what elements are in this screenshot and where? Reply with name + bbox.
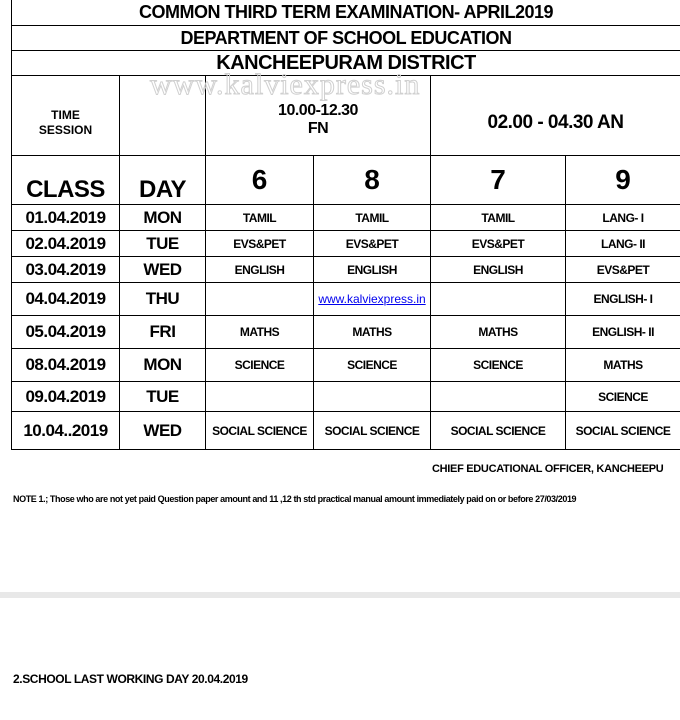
an-session-cell [431, 76, 680, 156]
subject-cell: TAMIL [206, 205, 314, 231]
an-time: 02.00 - 04.30 AN [487, 111, 624, 133]
table-row [12, 283, 680, 316]
subject-cell: ENGLISH [314, 257, 431, 283]
table-row [12, 316, 680, 349]
date-cell: 08.04.2019 [12, 349, 120, 382]
day-cell: TUE [120, 231, 206, 257]
table-row [12, 349, 680, 382]
date-cell: 02.04.2019 [12, 231, 120, 257]
subject-cell: TAMIL [314, 205, 431, 231]
date-cell: 03.04.2019 [12, 257, 120, 283]
exam-timetable [11, 75, 680, 450]
fn-time: 10.00-12.30 [278, 102, 358, 119]
table-row [12, 382, 680, 412]
subject-cell [314, 382, 431, 412]
day-cell: MON [120, 349, 206, 382]
day-cell: TUE [120, 382, 206, 412]
subject-cell: TAMIL [431, 205, 566, 231]
subject-cell: SCIENCE [566, 382, 680, 412]
exam-title: COMMON THIRD TERM EXAMINATION- APRIL2019 [11, 0, 680, 25]
subject-cell: SOCIAL SCIENCE [314, 412, 431, 450]
note-1: NOTE 1.; Those who are not yet paid Question paper amount and 11 ,12 th std practical manual amount immediately paid on or before 27/03/2019 [13, 494, 577, 504]
class-header: CLASS [12, 156, 120, 205]
table-row [12, 205, 680, 231]
note-2: 2.SCHOOL LAST WORKING DAY 20.04.2019 [13, 672, 248, 686]
website-link[interactable]: www.kalviexpress.in [318, 292, 426, 306]
subject-cell: MATHS [314, 316, 431, 349]
day-cell: WED [120, 412, 206, 450]
day-cell: FRI [120, 316, 206, 349]
subject-cell: SOCIAL SCIENCE [431, 412, 566, 450]
subject-cell [314, 283, 431, 316]
subject-cell: SOCIAL SCIENCE [566, 412, 680, 450]
std-6-header: 6 [206, 156, 314, 205]
day-header: DAY [120, 156, 206, 205]
std-8-header: 8 [314, 156, 431, 205]
subject-cell: LANG- II [566, 231, 680, 257]
date-cell: 01.04.2019 [12, 205, 120, 231]
subject-cell: SCIENCE [431, 349, 566, 382]
subject-cell: ENGLISH- II [566, 316, 680, 349]
ceo-signature-line: CHIEF EDUCATIONAL OFFICER, KANCHEEPU [432, 463, 664, 475]
time-session-label: TIME SESSION [12, 76, 120, 156]
watermark-text: www.kalviexpress.in [150, 68, 421, 101]
subject-cell [206, 283, 314, 316]
subject-cell: ENGLISH [206, 257, 314, 283]
date-cell: 09.04.2019 [12, 382, 120, 412]
date-cell: 04.04.2019 [12, 283, 120, 316]
subject-cell: MATHS [566, 349, 680, 382]
table-row [12, 257, 680, 283]
subject-cell: EVS&PET [314, 231, 431, 257]
subject-cell: SCIENCE [314, 349, 431, 382]
class-row [12, 156, 680, 205]
subject-cell: ENGLISH [431, 257, 566, 283]
day-cell: WED [120, 257, 206, 283]
date-cell: 05.04.2019 [12, 316, 120, 349]
subject-cell: ENGLISH- I [566, 283, 680, 316]
page-divider [0, 592, 680, 598]
table-row [12, 231, 680, 257]
subject-cell: EVS&PET [431, 231, 566, 257]
table-row [12, 412, 680, 450]
fn-label: FN [307, 120, 329, 137]
subject-cell: SOCIAL SCIENCE [206, 412, 314, 450]
day-cell: MON [120, 205, 206, 231]
subject-cell: EVS&PET [566, 257, 680, 283]
date-cell: 10.04..2019 [12, 412, 120, 450]
subject-cell [206, 382, 314, 412]
subject-cell: SCIENCE [206, 349, 314, 382]
std-9-header: 9 [566, 156, 680, 205]
subject-cell: MATHS [206, 316, 314, 349]
day-cell: THU [120, 283, 206, 316]
subject-cell [431, 283, 566, 316]
subject-cell [431, 382, 566, 412]
std-7-header: 7 [431, 156, 566, 205]
district-title: KANCHEEPURAM DISTRICT [11, 50, 680, 75]
department-title: DEPARTMENT OF SCHOOL EDUCATION [11, 25, 680, 50]
subject-cell: EVS&PET [206, 231, 314, 257]
subject-cell: MATHS [431, 316, 566, 349]
subject-cell: LANG- I [566, 205, 680, 231]
